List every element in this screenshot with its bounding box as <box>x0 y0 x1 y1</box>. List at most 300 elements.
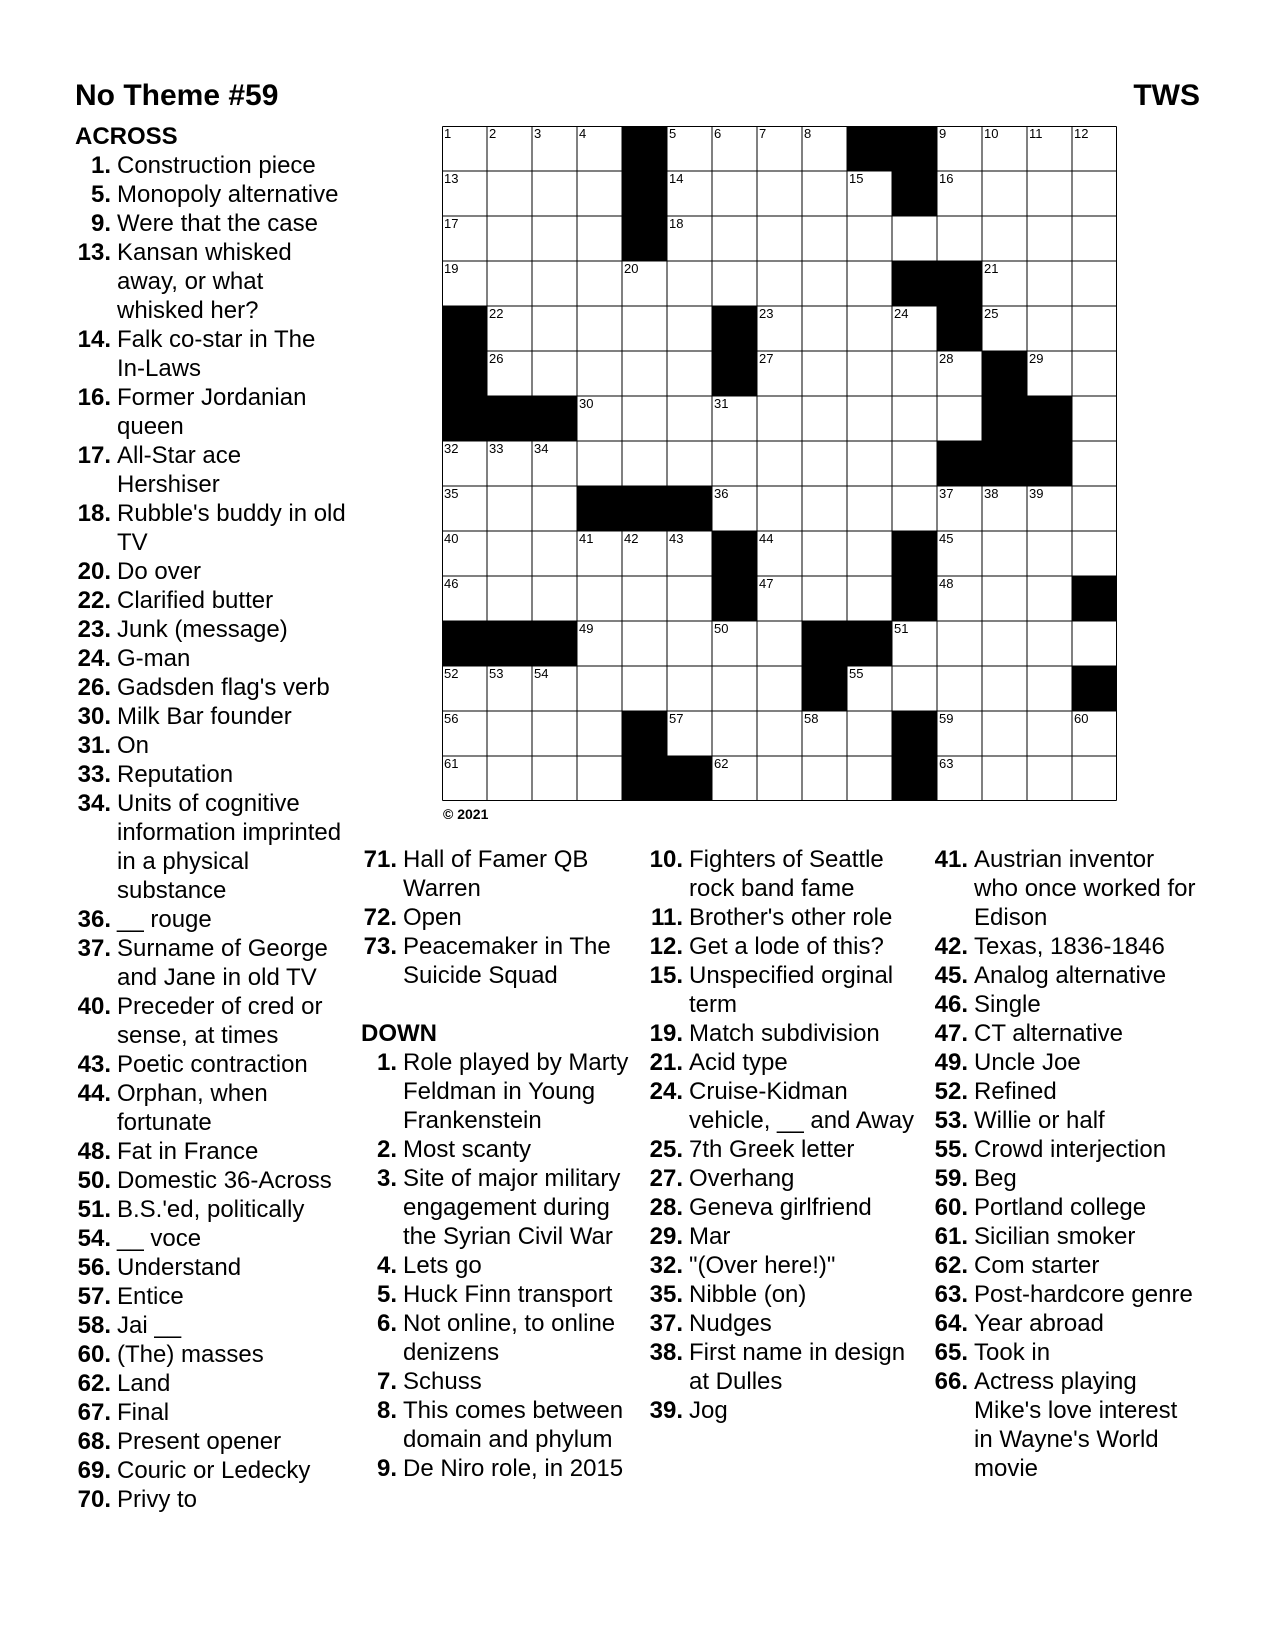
clue-number: 37. <box>77 935 111 962</box>
grid-cell <box>487 171 532 216</box>
grid-cell <box>982 621 1027 666</box>
clue-text: __ rouge <box>117 906 212 933</box>
grid-cell <box>532 711 577 756</box>
grid-cell <box>667 351 712 396</box>
clue-text: (The) masses <box>117 1341 264 1368</box>
clue-text: All-Star ace Hershiser <box>117 442 242 498</box>
cell-number: 49 <box>579 621 594 636</box>
grid-cell <box>802 216 847 261</box>
down-clue <box>932 1077 1202 1106</box>
black-square <box>712 531 757 576</box>
across-clue <box>75 1456 347 1485</box>
clue-number: 5. <box>376 1281 397 1308</box>
grid-cell <box>802 396 847 441</box>
cell-number: 16 <box>939 171 954 186</box>
clue-number: 42. <box>934 933 968 960</box>
cell-number: 15 <box>849 171 864 186</box>
grid-cell <box>892 351 937 396</box>
down-clue <box>647 1251 917 1280</box>
grid-cell <box>1027 216 1072 261</box>
grid-cell <box>847 261 892 306</box>
down-clue <box>361 1048 631 1135</box>
grid-cell <box>1072 216 1117 261</box>
cell-number: 5 <box>669 126 677 141</box>
grid-cell <box>712 666 757 711</box>
cell-number: 55 <box>849 666 864 681</box>
grid-cell <box>622 531 667 576</box>
grid-cell <box>847 396 892 441</box>
clue-text: Not online, to online denizens <box>403 1310 616 1366</box>
grid-cell <box>442 531 487 576</box>
clue-text: Uncle Joe <box>974 1049 1081 1076</box>
grid-cell <box>487 126 532 171</box>
clue-number: 37. <box>649 1310 683 1337</box>
down-clue <box>647 1338 917 1396</box>
clue-text: Jai __ <box>117 1312 182 1339</box>
clue-text: Post-hardcore genre <box>974 1281 1193 1308</box>
clue-text: Sicilian smoker <box>974 1223 1136 1250</box>
clue-number: 73. <box>363 933 397 960</box>
grid-cell <box>622 396 667 441</box>
clue-number: 66. <box>934 1368 968 1395</box>
cell-number: 14 <box>669 171 684 186</box>
clue-number: 62. <box>77 1370 111 1397</box>
grid-cell <box>1072 441 1117 486</box>
clue-text: On <box>117 732 150 759</box>
clue-number: 50. <box>77 1167 111 1194</box>
across-clue <box>75 586 347 615</box>
cell-number: 40 <box>444 531 459 546</box>
grid-cell <box>622 306 667 351</box>
clue-text: Hall of Famer QB Warren <box>403 846 589 902</box>
cell-number: 44 <box>759 531 774 546</box>
grid-cell <box>982 486 1027 531</box>
grid-cell <box>667 666 712 711</box>
grid-cell <box>712 171 757 216</box>
grid-cell <box>712 621 757 666</box>
clue-number: 7. <box>376 1368 397 1395</box>
clue-text: Analog alternative <box>974 962 1167 989</box>
clue-text: Poetic contraction <box>117 1051 308 1078</box>
cell-number: 9 <box>939 126 947 141</box>
clue-text: Austrian inventor who once worked for Edison <box>974 846 1196 931</box>
cell-number: 30 <box>579 396 594 411</box>
across-clue <box>75 615 347 644</box>
grid-cell <box>667 531 712 576</box>
grid-cell <box>667 306 712 351</box>
black-square <box>622 486 667 531</box>
clue-text: Milk Bar founder <box>117 703 292 730</box>
clue-text: Get a lode of this? <box>689 933 884 960</box>
cell-number: 52 <box>444 666 459 681</box>
clue-text: First name in design at Dulles <box>689 1339 906 1395</box>
grid-cell <box>1027 261 1072 306</box>
grid-cell <box>802 576 847 621</box>
clue-number: 52. <box>934 1078 968 1105</box>
clue-text: Actress playing Mike's love interest in Wayne's World movie <box>974 1368 1178 1482</box>
down-clue <box>647 1309 917 1338</box>
grid-cell <box>577 711 622 756</box>
clue-text: Orphan, when fortunate <box>117 1080 268 1136</box>
clue-text: G-man <box>117 645 191 672</box>
grid-cell <box>1027 531 1072 576</box>
grid-cell <box>622 621 667 666</box>
clue-number: 4. <box>376 1252 397 1279</box>
across-clue <box>75 1079 347 1137</box>
clue-text: 7th Greek letter <box>689 1136 855 1163</box>
black-square <box>532 396 577 441</box>
cell-number: 61 <box>444 756 459 771</box>
across-clue <box>75 731 347 760</box>
grid-cell <box>937 666 982 711</box>
grid-cell <box>757 351 802 396</box>
across-clue <box>75 702 347 731</box>
grid-cell <box>757 486 802 531</box>
down-clue <box>361 1309 631 1367</box>
clue-number: 67. <box>77 1399 111 1426</box>
grid-cell <box>1072 756 1117 801</box>
cell-number: 42 <box>624 531 639 546</box>
clue-text: Construction piece <box>117 152 316 179</box>
grid-cell <box>667 396 712 441</box>
across-clue <box>75 1485 347 1514</box>
grid-cell <box>1072 711 1117 756</box>
cell-number: 47 <box>759 576 774 591</box>
across-clue <box>361 903 631 932</box>
black-square <box>892 171 937 216</box>
cell-number: 1 <box>444 126 452 141</box>
down-clue <box>932 1338 1202 1367</box>
clue-number: 17. <box>77 442 111 469</box>
grid-cell <box>892 306 937 351</box>
grid-cell <box>1072 531 1117 576</box>
down-clue <box>361 1164 631 1251</box>
clue-number: 43. <box>77 1051 111 1078</box>
cell-number: 29 <box>1029 351 1044 366</box>
grid-cell <box>577 756 622 801</box>
grid-cell <box>937 171 982 216</box>
across-clue <box>75 238 347 325</box>
across-clue <box>75 1050 347 1079</box>
grid-cell <box>442 261 487 306</box>
grid-cell <box>487 666 532 711</box>
grid-cell <box>487 576 532 621</box>
down-clue <box>361 1251 631 1280</box>
clue-number: 63. <box>934 1281 968 1308</box>
grid-cell <box>487 756 532 801</box>
grid-cell <box>937 216 982 261</box>
clue-text: Surname of George and Jane in old TV <box>117 935 328 991</box>
clue-text: Privy to <box>117 1486 198 1513</box>
grid-cell <box>442 486 487 531</box>
clue-number: 22. <box>77 587 111 614</box>
clue-number: 11. <box>650 904 683 931</box>
cell-number: 59 <box>939 711 954 726</box>
clue-text: Kansan whisked away, or what whisked her? <box>117 239 292 324</box>
grid-cell <box>577 126 622 171</box>
black-square <box>442 396 487 441</box>
grid-cell <box>712 261 757 306</box>
black-square <box>892 126 937 171</box>
grid-cell <box>442 216 487 261</box>
clue-text: Domestic 36-Across <box>117 1167 332 1194</box>
grid-cell <box>847 441 892 486</box>
cell-number: 51 <box>894 621 909 636</box>
grid-cell <box>577 171 622 216</box>
grid-cell <box>577 441 622 486</box>
grid-cell <box>937 711 982 756</box>
down-clue <box>932 990 1202 1019</box>
clue-text: Open <box>403 904 462 931</box>
black-square <box>712 576 757 621</box>
copyright-notice: © 2021 <box>443 806 489 822</box>
clue-number: 24. <box>649 1078 683 1105</box>
across-clue <box>75 1166 347 1195</box>
grid-cell <box>532 216 577 261</box>
grid-cell <box>1027 486 1072 531</box>
clue-number: 27. <box>649 1165 683 1192</box>
puzzle-author: TWS <box>1133 79 1200 112</box>
down-clue <box>932 1251 1202 1280</box>
down-clue <box>932 1019 1202 1048</box>
grid-cell <box>982 666 1027 711</box>
clue-text: Fighters of Seattle rock band fame <box>689 846 884 902</box>
grid-cell <box>757 621 802 666</box>
grid-cell <box>712 126 757 171</box>
cell-number: 27 <box>759 351 774 366</box>
puzzle-title: No Theme #59 <box>75 79 279 112</box>
grid-cell <box>847 666 892 711</box>
black-square <box>487 621 532 666</box>
clue-number: 18. <box>77 500 111 527</box>
grid-cell <box>1027 711 1072 756</box>
clue-text: Cruise-Kidman vehicle, __ and Away <box>689 1078 915 1134</box>
across-heading: ACROSS <box>75 123 178 150</box>
grid-cell <box>442 126 487 171</box>
grid-cell <box>1072 621 1117 666</box>
grid-cell <box>577 666 622 711</box>
clue-number: 9. <box>90 210 111 237</box>
clue-number: 47. <box>934 1020 968 1047</box>
down-clue <box>647 961 917 1019</box>
cell-number: 45 <box>939 531 954 546</box>
black-square <box>622 756 667 801</box>
clue-text: Huck Finn transport <box>403 1281 613 1308</box>
grid-cell <box>532 261 577 306</box>
black-square <box>622 126 667 171</box>
black-square <box>892 576 937 621</box>
clue-text: Unspecified orginal term <box>689 962 894 1018</box>
cell-number: 13 <box>444 171 459 186</box>
cell-number: 20 <box>624 261 639 276</box>
clue-text: This comes between domain and phylum <box>403 1397 624 1453</box>
clue-text: Role played by Marty Feldman in Young Frankenstein <box>403 1049 629 1134</box>
grid-cell <box>937 531 982 576</box>
clue-text: Fat in France <box>117 1138 259 1165</box>
black-square <box>712 351 757 396</box>
clue-number: 36. <box>77 906 111 933</box>
black-square <box>577 486 622 531</box>
down-heading: DOWN <box>361 1020 437 1047</box>
grid-cell <box>802 531 847 576</box>
clue-text: Texas, 1836-1846 <box>974 933 1165 960</box>
grid-cell <box>712 756 757 801</box>
grid-cell <box>757 261 802 306</box>
clue-column-1 <box>75 122 347 1514</box>
grid-cell <box>667 711 712 756</box>
cell-number: 34 <box>534 441 549 456</box>
grid-cell <box>487 306 532 351</box>
clue-number: 62. <box>934 1252 968 1279</box>
clue-text: Were that the case <box>117 210 318 237</box>
cell-number: 62 <box>714 756 729 771</box>
grid-cell <box>847 531 892 576</box>
grid-cell <box>757 216 802 261</box>
grid-cell <box>667 576 712 621</box>
across-clue <box>75 151 347 180</box>
across-clue <box>75 499 347 557</box>
grid-cell <box>1072 351 1117 396</box>
grid-cell <box>667 216 712 261</box>
down-clue <box>647 1135 917 1164</box>
clue-text: Site of major military engagement during the Syrian Civil War <box>403 1165 621 1250</box>
down-clue <box>932 1106 1202 1135</box>
clue-number: 39. <box>649 1397 683 1424</box>
down-clue <box>361 1396 631 1454</box>
black-square <box>892 261 937 306</box>
grid-cell <box>532 756 577 801</box>
cell-number: 25 <box>984 306 999 321</box>
down-clue <box>932 1193 1202 1222</box>
across-clue <box>75 644 347 673</box>
grid-cell <box>982 306 1027 351</box>
across-clue <box>75 673 347 702</box>
grid-cell <box>982 261 1027 306</box>
clue-text: Most scanty <box>403 1136 532 1163</box>
clue-number: 54. <box>77 1225 111 1252</box>
clue-number: 25. <box>649 1136 683 1163</box>
clue-number: 51. <box>77 1196 111 1223</box>
grid-cell <box>622 261 667 306</box>
across-clue <box>75 325 347 383</box>
cell-number: 23 <box>759 306 774 321</box>
grid-cell <box>1027 666 1072 711</box>
down-clue <box>932 1135 1202 1164</box>
grid-cell <box>1027 171 1072 216</box>
clue-number: 44. <box>77 1080 111 1107</box>
clue-text: Brother's other role <box>689 904 893 931</box>
grid-cell <box>802 171 847 216</box>
grid-cell <box>577 576 622 621</box>
grid-cell <box>937 486 982 531</box>
grid-cell <box>487 441 532 486</box>
cell-number: 41 <box>579 531 594 546</box>
clue-text: Willie or half <box>974 1107 1105 1134</box>
cell-number: 58 <box>804 711 819 726</box>
grid-cell <box>802 261 847 306</box>
grid-cell <box>757 396 802 441</box>
clue-text: Peacemaker in The Suicide Squad <box>403 933 611 989</box>
cell-number: 46 <box>444 576 459 591</box>
clue-number: 68. <box>77 1428 111 1455</box>
down-clue <box>361 1454 631 1483</box>
across-clue <box>361 932 631 990</box>
crossword-grid <box>442 126 1117 801</box>
grid-cell <box>1027 576 1072 621</box>
cell-number: 22 <box>489 306 504 321</box>
clue-number: 23. <box>77 616 111 643</box>
grid-cell <box>532 531 577 576</box>
clue-text: Single <box>974 991 1041 1018</box>
grid-cell <box>577 531 622 576</box>
grid-cell <box>1072 306 1117 351</box>
grid-cell <box>937 396 982 441</box>
clue-number: 46. <box>934 991 968 1018</box>
clue-number: 12. <box>649 933 683 960</box>
down-clue <box>361 1135 631 1164</box>
clue-number: 20. <box>77 558 111 585</box>
cell-number: 28 <box>939 351 954 366</box>
clue-text: Crowd interjection <box>974 1136 1167 1163</box>
clue-text: Monopoly alternative <box>117 181 339 208</box>
cell-number: 35 <box>444 486 459 501</box>
clue-number: 1. <box>376 1049 397 1076</box>
grid-cell <box>847 306 892 351</box>
down-clue <box>647 1019 917 1048</box>
grid-cell <box>487 351 532 396</box>
black-square <box>982 441 1027 486</box>
grid-cell <box>442 441 487 486</box>
grid-cell <box>667 126 712 171</box>
cell-number: 12 <box>1074 126 1089 141</box>
cell-number: 57 <box>669 711 684 726</box>
cell-number: 4 <box>579 126 587 141</box>
grid-cell <box>892 441 937 486</box>
down-clue <box>647 1222 917 1251</box>
grid-cell <box>532 126 577 171</box>
clue-number: 58. <box>77 1312 111 1339</box>
clue-text: Geneva girlfriend <box>689 1194 872 1221</box>
clue-text: Clarified butter <box>117 587 274 614</box>
grid-cell <box>847 216 892 261</box>
cell-number: 18 <box>669 216 684 231</box>
cell-number: 24 <box>894 306 909 321</box>
clue-number: 57. <box>77 1283 111 1310</box>
clue-number: 70. <box>77 1486 111 1513</box>
clue-text: Nudges <box>689 1310 772 1337</box>
black-square <box>622 216 667 261</box>
across-clue <box>75 180 347 209</box>
clue-number: 38. <box>649 1339 683 1366</box>
cell-number: 53 <box>489 666 504 681</box>
down-clue <box>932 1164 1202 1193</box>
grid-cell <box>667 261 712 306</box>
cell-number: 19 <box>444 261 459 276</box>
black-square <box>802 666 847 711</box>
clue-number: 56. <box>77 1254 111 1281</box>
clue-number: 41. <box>934 846 968 873</box>
section-spacer <box>361 990 631 1019</box>
grid-cell <box>577 396 622 441</box>
grid-cell <box>982 216 1027 261</box>
cell-number: 3 <box>534 126 542 141</box>
clue-number: 61. <box>934 1223 968 1250</box>
black-square <box>1027 396 1072 441</box>
grid-cell <box>1072 171 1117 216</box>
grid-cell <box>757 711 802 756</box>
clue-number: 35. <box>649 1281 683 1308</box>
black-square <box>532 621 577 666</box>
